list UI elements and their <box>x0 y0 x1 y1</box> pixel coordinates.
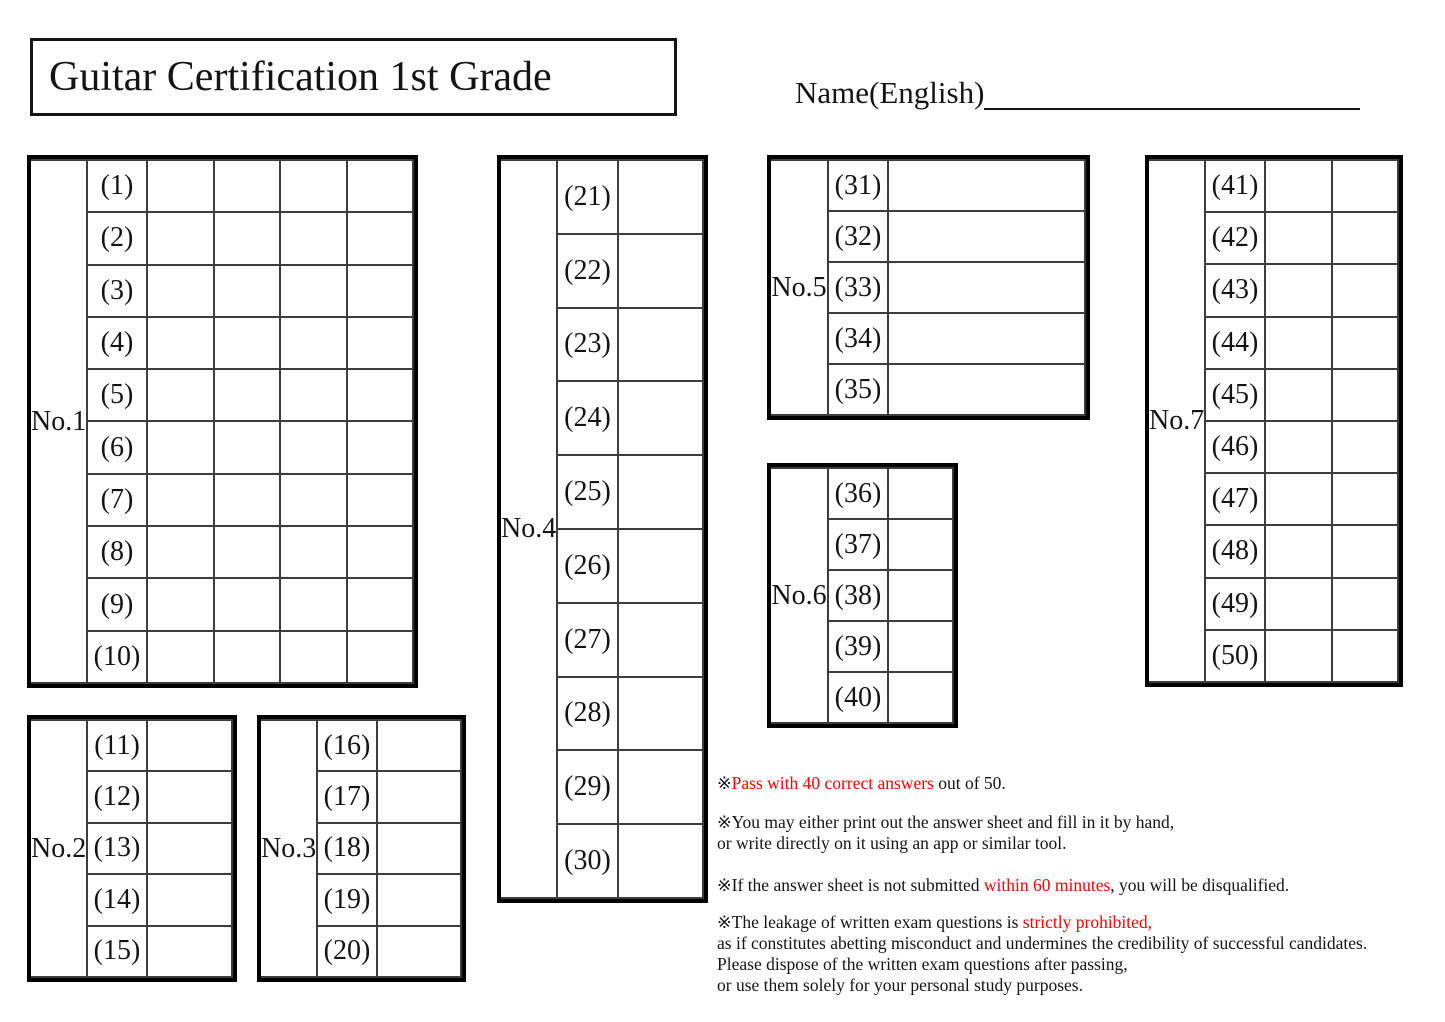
answer-table-no6 <box>767 463 958 728</box>
exam-title: Guitar Certification 1st Grade <box>49 54 552 100</box>
question-number: (15) <box>87 926 147 977</box>
answer-cell[interactable] <box>147 578 214 630</box>
question-number: (10) <box>87 631 147 683</box>
answer-cell[interactable] <box>618 455 703 529</box>
answer-cell[interactable] <box>280 474 347 526</box>
answer-cell[interactable] <box>377 874 461 925</box>
table-label-no3: No.3 <box>261 720 317 977</box>
answer-cell[interactable] <box>618 603 703 677</box>
answer-cell[interactable] <box>347 317 414 369</box>
question-number: (43) <box>1205 264 1265 316</box>
question-number: (7) <box>87 474 147 526</box>
answer-cell[interactable] <box>618 308 703 382</box>
note-text: , you will be disqualified. <box>1110 875 1290 895</box>
question-number: (36) <box>828 468 888 519</box>
question-number: (32) <box>828 211 888 262</box>
answer-cell[interactable] <box>1265 160 1332 212</box>
answer-cell[interactable] <box>1332 369 1399 421</box>
answer-cell[interactable] <box>147 421 214 473</box>
note-highlight: strictly prohibited, <box>1022 912 1153 932</box>
question-number: (40) <box>828 672 888 723</box>
note-leakage-warning <box>717 912 1445 996</box>
answer-cell[interactable] <box>147 265 214 317</box>
answer-cell[interactable] <box>1332 160 1399 212</box>
question-number: (42) <box>1205 212 1265 264</box>
answer-cell[interactable] <box>377 720 461 771</box>
note-text: ※You may either print out the answer sheet and fill in it by hand, <box>717 812 1175 832</box>
answer-cell[interactable] <box>147 212 214 264</box>
question-number: (21) <box>557 160 618 234</box>
answer-cell[interactable] <box>280 369 347 421</box>
question-number: (39) <box>828 621 888 672</box>
answer-cell[interactable] <box>347 526 414 578</box>
table-label-no1: No.1 <box>31 160 87 683</box>
table-label-no6: No.6 <box>771 468 828 723</box>
answer-cell[interactable] <box>888 570 953 621</box>
question-number: (14) <box>87 874 147 925</box>
answer-cell[interactable] <box>347 212 414 264</box>
table-label-no5: No.5 <box>771 160 828 415</box>
note-text: Please dispose of the written exam questions after passing, <box>717 954 1128 974</box>
answer-cell[interactable] <box>1332 525 1399 577</box>
answer-cell[interactable] <box>618 160 703 234</box>
answer-cell[interactable] <box>1332 264 1399 316</box>
question-number: (22) <box>557 234 618 308</box>
answer-cell[interactable] <box>347 160 414 212</box>
answer-cell[interactable] <box>214 631 281 683</box>
answer-table-no4 <box>497 155 708 903</box>
answer-cell[interactable] <box>347 369 414 421</box>
answer-cell[interactable] <box>1265 369 1332 421</box>
name-field[interactable] <box>984 66 1360 110</box>
answer-cell[interactable] <box>1332 473 1399 525</box>
answer-cell[interactable] <box>888 621 953 672</box>
answer-cell[interactable] <box>347 578 414 630</box>
note-text: out of 50. <box>933 773 1006 793</box>
answer-cell[interactable] <box>1265 578 1332 630</box>
answer-cell[interactable] <box>214 317 281 369</box>
question-number: (1) <box>87 160 147 212</box>
answer-cell[interactable] <box>1265 630 1332 682</box>
answer-cell[interactable] <box>618 529 703 603</box>
question-number: (47) <box>1205 473 1265 525</box>
note-highlight: Pass with 40 correct answers <box>731 773 934 793</box>
question-number: (45) <box>1205 369 1265 421</box>
note-text: or write directly on it using an app or similar tool. <box>717 833 1067 853</box>
answer-cell[interactable] <box>1332 317 1399 369</box>
answer-cell[interactable] <box>214 526 281 578</box>
table-label-no4: No.4 <box>501 160 557 898</box>
question-number: (4) <box>87 317 147 369</box>
answer-cell[interactable] <box>888 313 1085 364</box>
answer-cell[interactable] <box>280 421 347 473</box>
answer-cell[interactable] <box>1265 264 1332 316</box>
note-text: as if constitutes abetting misconduct and undermines the credibility of successful candidates. <box>717 933 1368 953</box>
note-highlight: within 60 minutes <box>983 875 1111 895</box>
answer-cell[interactable] <box>1332 578 1399 630</box>
answer-cell[interactable] <box>347 265 414 317</box>
answer-cell[interactable] <box>888 160 1085 211</box>
answer-cell[interactable] <box>1265 212 1332 264</box>
question-number: (25) <box>557 455 618 529</box>
answer-cell[interactable] <box>347 421 414 473</box>
answer-cell[interactable] <box>888 364 1085 415</box>
answer-cell[interactable] <box>280 631 347 683</box>
question-number: (48) <box>1205 525 1265 577</box>
question-number: (12) <box>87 771 147 822</box>
answer-cell[interactable] <box>1332 630 1399 682</box>
name-area <box>795 66 1360 110</box>
answer-cell[interactable] <box>147 926 232 977</box>
answer-cell[interactable] <box>147 823 232 874</box>
answer-table-no1 <box>27 155 418 688</box>
answer-cell[interactable] <box>280 526 347 578</box>
question-number: (44) <box>1205 317 1265 369</box>
answer-cell[interactable] <box>214 265 281 317</box>
question-number: (37) <box>828 519 888 570</box>
answer-cell[interactable] <box>214 160 281 212</box>
answer-cell[interactable] <box>280 317 347 369</box>
question-number: (20) <box>317 926 377 977</box>
question-number: (9) <box>87 578 147 630</box>
answer-cell[interactable] <box>1332 212 1399 264</box>
question-number: (26) <box>557 529 618 603</box>
answer-cell[interactable] <box>214 578 281 630</box>
answer-cell[interactable] <box>147 631 214 683</box>
answer-cell[interactable] <box>618 381 703 455</box>
question-number: (2) <box>87 212 147 264</box>
question-number: (49) <box>1205 578 1265 630</box>
answer-cell[interactable] <box>147 369 214 421</box>
answer-cell[interactable] <box>214 421 281 473</box>
answer-cell[interactable] <box>888 468 953 519</box>
answer-table-no3 <box>257 715 466 982</box>
answer-cell[interactable] <box>377 823 461 874</box>
answer-cell[interactable] <box>214 369 281 421</box>
question-number: (13) <box>87 823 147 874</box>
question-number: (35) <box>828 364 888 415</box>
note-fill-method <box>717 812 1445 854</box>
answer-cell[interactable] <box>347 631 414 683</box>
answer-cell[interactable] <box>888 519 953 570</box>
question-number: (3) <box>87 265 147 317</box>
answer-cell[interactable] <box>377 926 461 977</box>
question-number: (17) <box>317 771 377 822</box>
question-number: (11) <box>87 720 147 771</box>
question-number: (31) <box>828 160 888 211</box>
question-number: (29) <box>557 750 618 824</box>
question-number: (16) <box>317 720 377 771</box>
question-number: (27) <box>557 603 618 677</box>
question-number: (19) <box>317 874 377 925</box>
answer-cell[interactable] <box>1265 421 1332 473</box>
note-text: ※If the answer sheet is not submitted <box>717 875 984 895</box>
answer-cell[interactable] <box>280 578 347 630</box>
question-number: (8) <box>87 526 147 578</box>
name-label: Name(English) <box>795 75 985 110</box>
answer-cell[interactable] <box>1265 473 1332 525</box>
answer-cell[interactable] <box>888 262 1085 313</box>
table-label-no7: No.7 <box>1149 160 1205 682</box>
note-text: or use them solely for your personal study purposes. <box>717 975 1083 995</box>
answer-cell[interactable] <box>147 474 214 526</box>
question-number: (33) <box>828 262 888 313</box>
answer-table-no5 <box>767 155 1090 420</box>
answer-cell[interactable] <box>280 212 347 264</box>
answer-cell[interactable] <box>280 160 347 212</box>
exam-title-box <box>30 38 677 116</box>
note-text: ※ <box>717 773 732 793</box>
question-number: (38) <box>828 570 888 621</box>
answer-cell[interactable] <box>618 750 703 824</box>
answer-cell[interactable] <box>618 824 703 898</box>
question-number: (18) <box>317 823 377 874</box>
question-number: (50) <box>1205 630 1265 682</box>
answer-cell[interactable] <box>888 211 1085 262</box>
question-number: (46) <box>1205 421 1265 473</box>
question-number: (34) <box>828 313 888 364</box>
notes-block <box>717 773 1445 996</box>
answer-cell[interactable] <box>888 672 953 723</box>
answer-cell[interactable] <box>1265 525 1332 577</box>
question-number: (41) <box>1205 160 1265 212</box>
question-number: (5) <box>87 369 147 421</box>
answer-cell[interactable] <box>618 234 703 308</box>
answer-cell[interactable] <box>147 317 214 369</box>
answer-cell[interactable] <box>147 160 214 212</box>
answer-cell[interactable] <box>147 771 232 822</box>
answer-cell[interactable] <box>1332 421 1399 473</box>
note-pass-criteria <box>717 773 1445 794</box>
answer-cell[interactable] <box>214 474 281 526</box>
note-time-limit <box>717 875 1445 896</box>
answer-cell[interactable] <box>147 720 232 771</box>
question-number: (23) <box>557 308 618 382</box>
table-label-no2: No.2 <box>31 720 87 977</box>
answer-cell[interactable] <box>147 874 232 925</box>
answer-cell[interactable] <box>280 265 347 317</box>
question-number: (6) <box>87 421 147 473</box>
answer-cell[interactable] <box>214 212 281 264</box>
answer-table-no2 <box>27 715 237 982</box>
answer-table-no7 <box>1145 155 1403 687</box>
question-number: (28) <box>557 677 618 751</box>
note-text: ※The leakage of written exam questions is <box>717 912 1023 932</box>
answer-cell[interactable] <box>347 474 414 526</box>
answer-cell[interactable] <box>618 677 703 751</box>
question-number: (30) <box>557 824 618 898</box>
answer-cell[interactable] <box>147 526 214 578</box>
question-number: (24) <box>557 381 618 455</box>
answer-cell[interactable] <box>1265 317 1332 369</box>
answer-cell[interactable] <box>377 771 461 822</box>
